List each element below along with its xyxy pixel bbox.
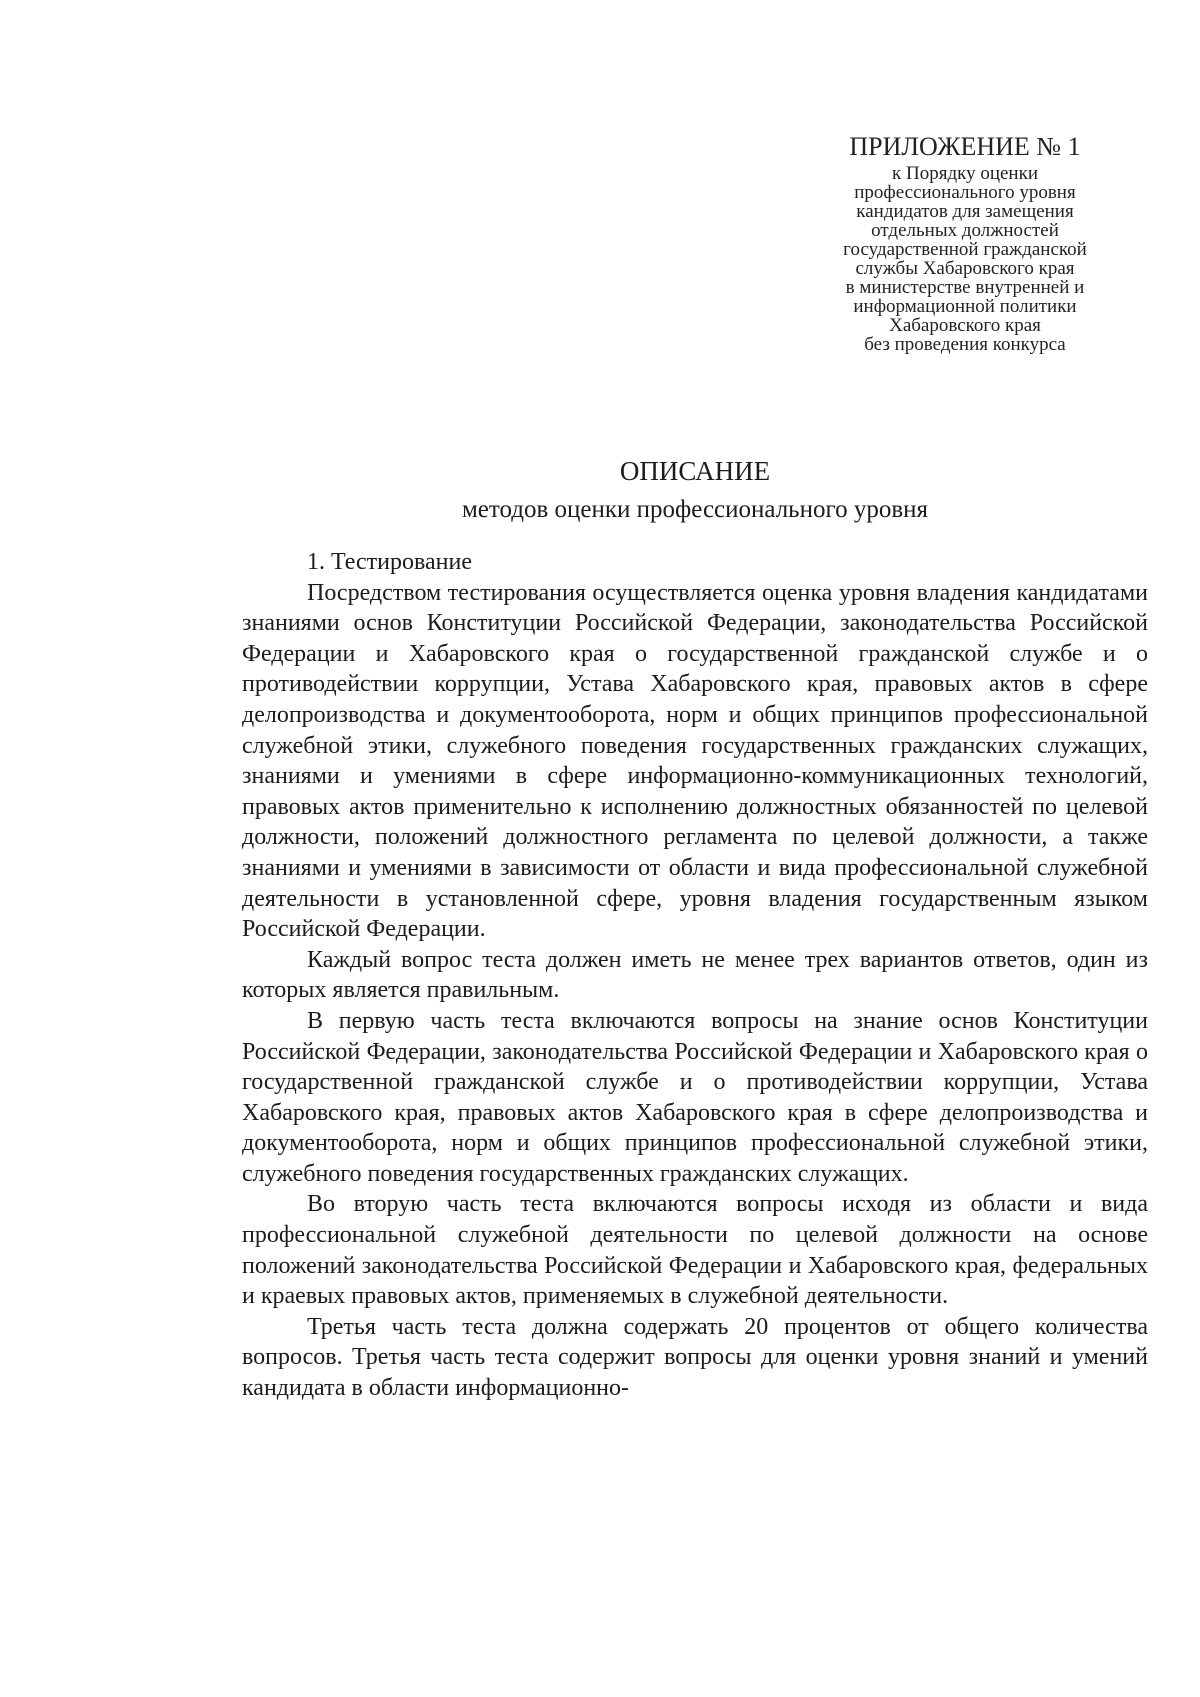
document-subtitle: методов оценки профессионального уровня: [461, 496, 929, 523]
appendix-line: к Порядку оценки: [892, 163, 1038, 184]
paragraph: Посредством тестирования осуществляется оценка уровня владения кандидатами знаниями основ Конституции Российской Федерации, законодательства Российской Федерации и Хабаровского края о государственной гражданской службе и о противодействии коррупции, Устава Хабаровского края, правовых актов в сфере делопроизводства и документооборота, норм и общих принципов профессиональной служебной этики, служебного поведения государственных гражданских служащих, знаниями и умениями в сфере информационно-коммуникационных технологий, правовых актов применительно к исполнению должностных обязанностей по целевой должности, положений должностного регламента по целевой должности, а также знаниями и умениями в зависимости от области и вида профессиональной служебной деятельности в установленной сфере, уровня владения государственным языком Российской Федерации.: [242, 579, 1148, 943]
paragraph: Каждый вопрос теста должен иметь не менее трех вариантов ответов, один из которых является правильным.: [242, 946, 1148, 1004]
section-heading: 1. Тестирование: [307, 549, 472, 575]
title-block: [0, 452, 1200, 529]
appendix-line: в министерстве внутренней и: [845, 277, 1085, 298]
appendix-line: кандидатов для замещения: [856, 201, 1074, 222]
appendix-line: Хабаровского края: [889, 315, 1041, 336]
paragraph: Третья часть теста должна содержать 20 процентов от общего количества вопросов. Третья часть теста содержит вопросы для оценки уровня знаний и умений кандидата в области информационно-: [242, 1313, 1148, 1402]
appendix-header: [810, 130, 1120, 354]
appendix-heading: ПРИЛОЖЕНИЕ № 1: [849, 132, 1081, 161]
paragraph: В первую часть теста включаются вопросы на знание основ Конституции Российской Федерации, законодательства Российской Федерации и Хабаровского края о государственной гражданской службе и о противодействии коррупции, Устава Хабаровского края, правовых актов Хабаровского края в сфере делопроизводства и документооборота, норм и общих принципов профессиональной служебной этики, служебного поведения государственных гражданских служащих.: [242, 1007, 1148, 1187]
appendix-line: службы Хабаровского края: [855, 258, 1075, 279]
appendix-line: отдельных должностей: [871, 220, 1059, 241]
appendix-line: государственной гражданской: [843, 239, 1087, 260]
appendix-line: информационной политики: [853, 296, 1077, 317]
document-body: [242, 547, 1148, 1404]
document-title: ОПИСАНИЕ: [619, 456, 771, 486]
appendix-line: без проведения конкурса: [864, 334, 1066, 355]
appendix-line: профессионального уровня: [854, 182, 1076, 203]
paragraph: Во вторую часть теста включаются вопросы исходя из области и вида профессиональной служебной деятельности по целевой должности на основе положений законодательства Российской Федерации и Хабаровского края, федеральных и краевых правовых актов, применяемых в служебной деятельности.: [242, 1191, 1148, 1310]
